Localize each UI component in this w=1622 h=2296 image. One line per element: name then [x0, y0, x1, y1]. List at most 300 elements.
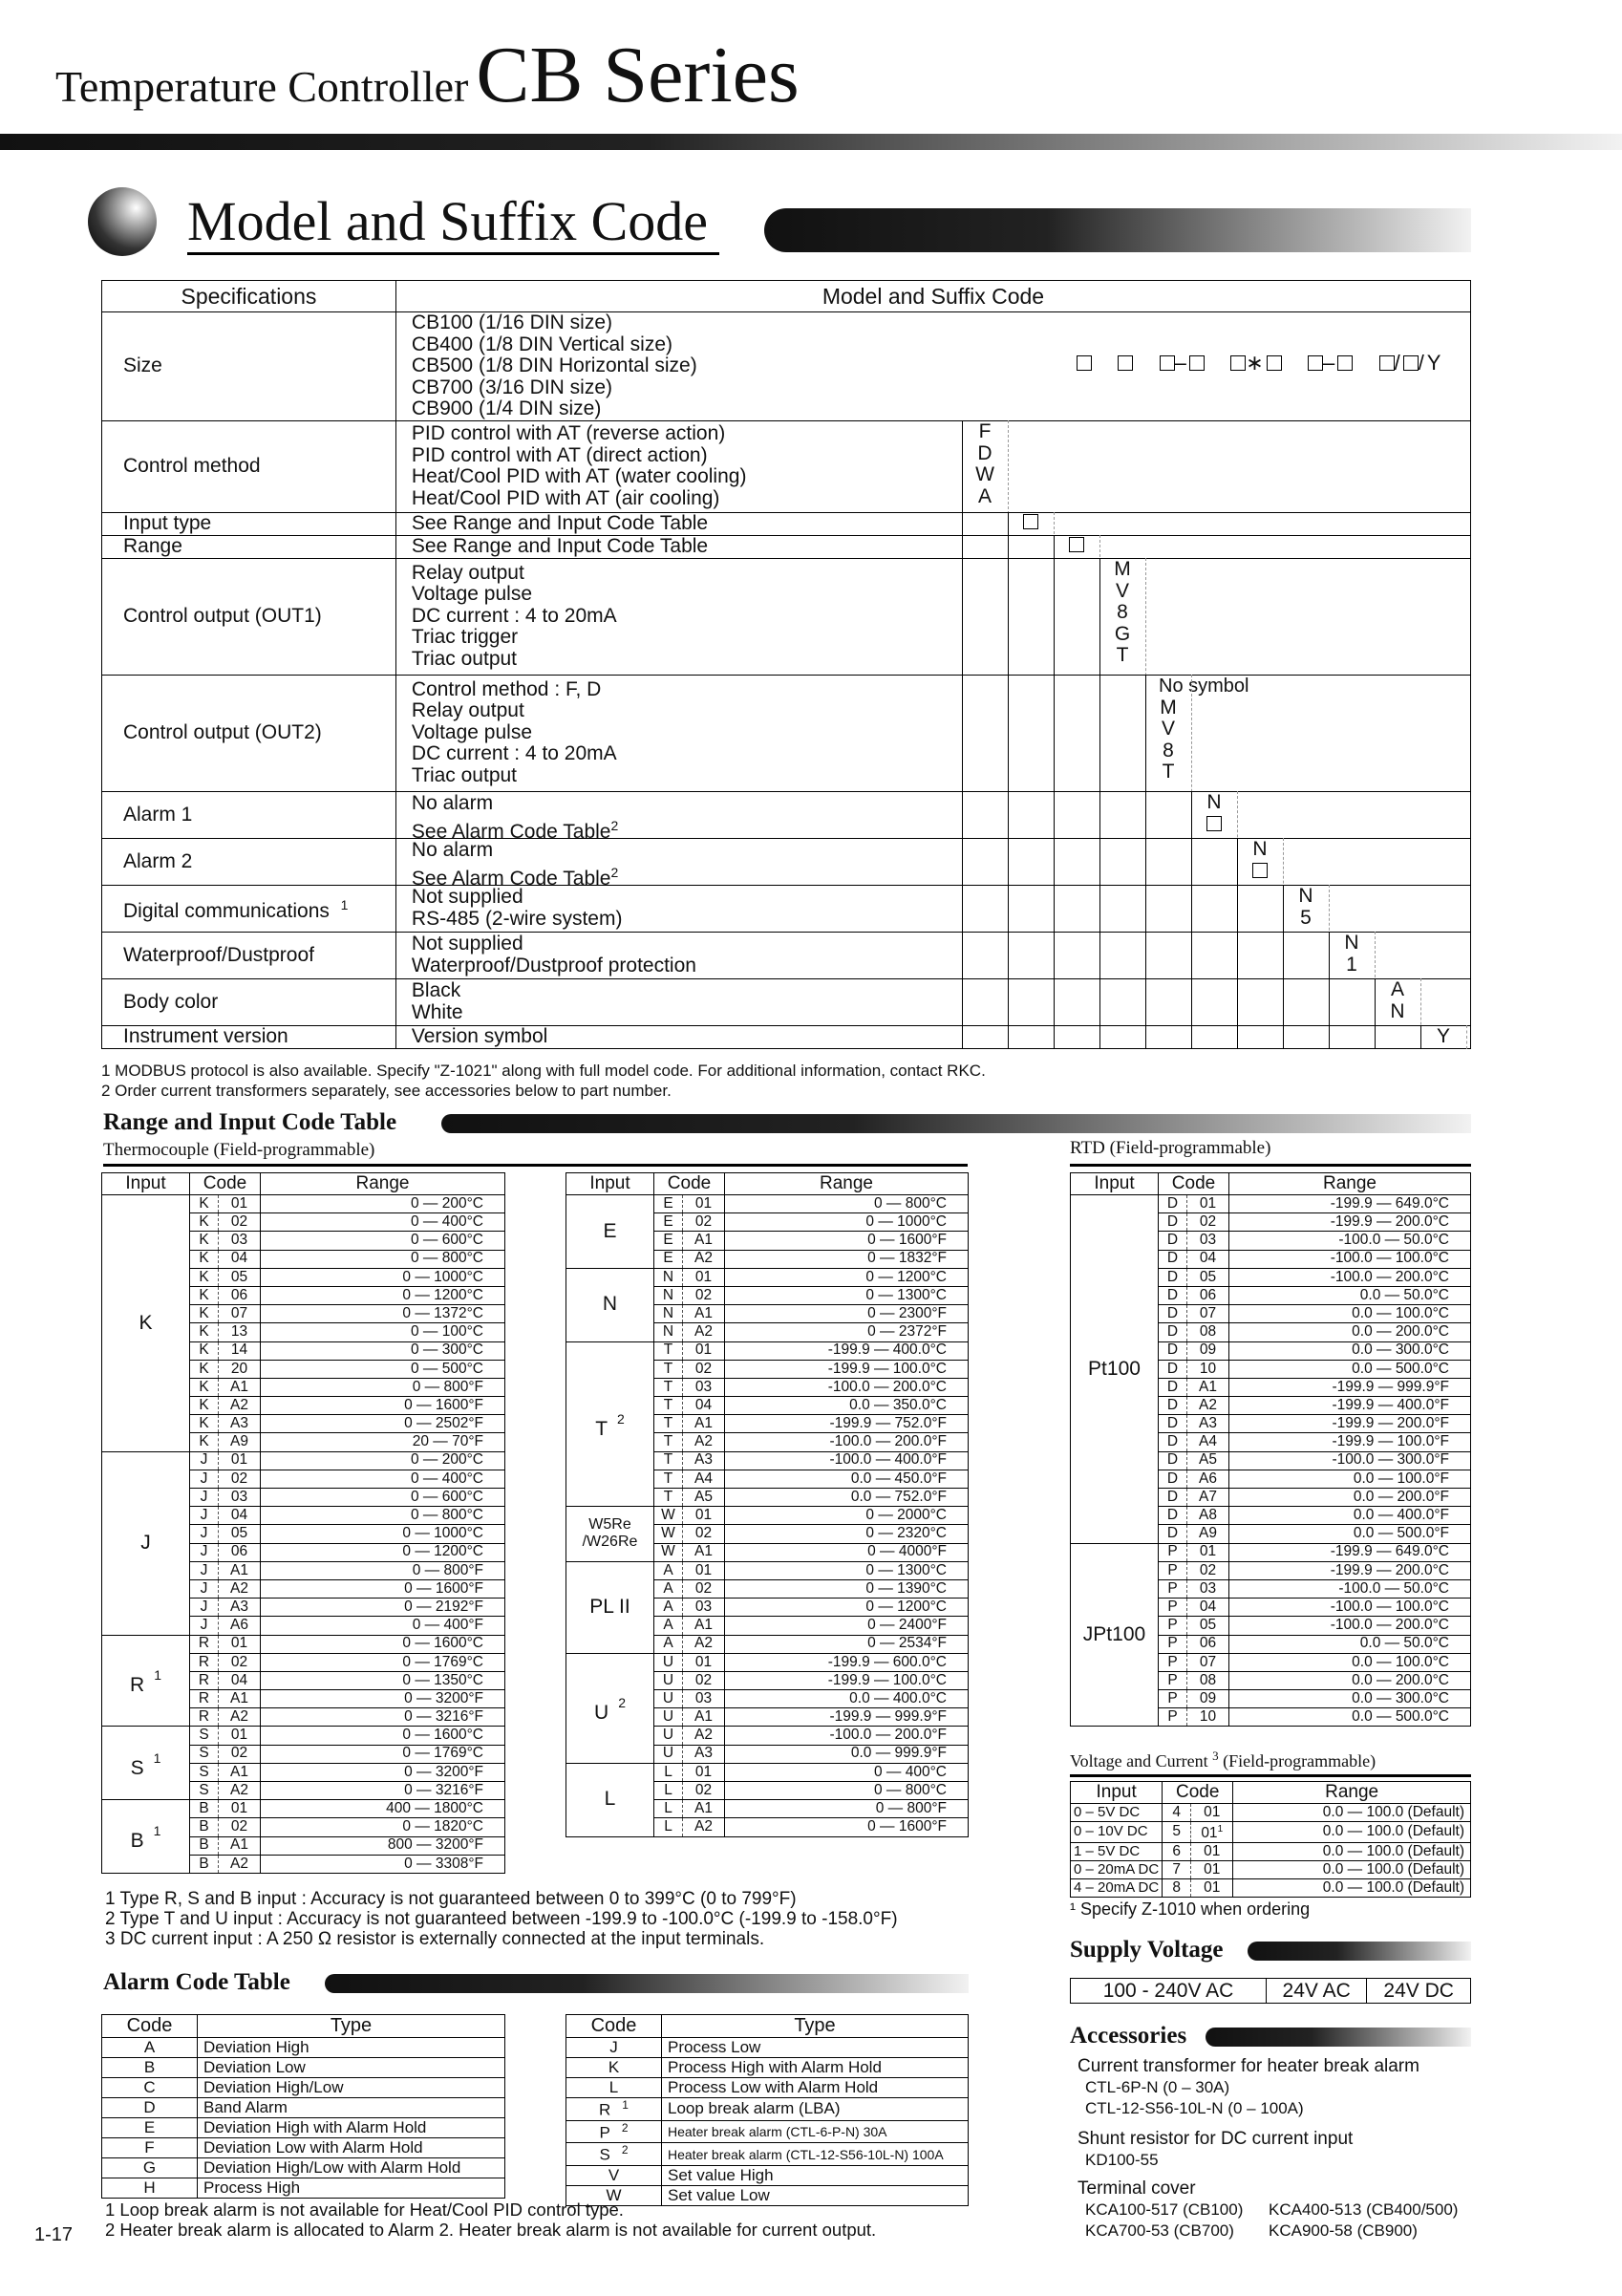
range-value: -100.0 — 100.0°C — [1229, 1599, 1471, 1617]
code-divider — [1237, 838, 1238, 1049]
spec-line: PID control with AT (direct action) — [411, 443, 708, 466]
spec-line: Heat/Cool PID with AT (water cooling) — [411, 465, 747, 487]
code-value: N — [1344, 932, 1359, 954]
code-letter: P — [1159, 1690, 1187, 1708]
code-letter: B — [190, 1800, 219, 1818]
row-specs — [395, 675, 1470, 791]
code-box — [1063, 535, 1090, 557]
code-letter: D — [1159, 1360, 1187, 1378]
code-number: A2 — [683, 1727, 725, 1745]
alarm-type: Process High — [198, 2178, 505, 2199]
range-value: 0 — 600°C — [261, 1489, 505, 1507]
range-value: 0.0 — 50.0°C — [1229, 1635, 1471, 1653]
range-value: 800 — 3200°F — [261, 1836, 505, 1855]
range-value: 0 — 1390°C — [725, 1579, 969, 1598]
supply-title-bar — [1248, 1942, 1471, 1961]
range-value: -199.9 — 100.0°C — [725, 1671, 969, 1689]
col-header: Range — [1233, 1782, 1471, 1804]
code-box — [1017, 512, 1044, 534]
range-value: -199.9 — 649.0°C — [1229, 1543, 1471, 1561]
accessory-group-title: Current transformer for heater break alarm — [1078, 2056, 1419, 2076]
code-letter: J — [190, 1525, 219, 1543]
table-row — [566, 1268, 969, 1286]
spec-line: Not supplied — [411, 933, 523, 955]
code-letter: D — [1159, 1323, 1187, 1341]
range-value: 0.0 — 50.0°C — [1229, 1286, 1471, 1304]
code-letter: P — [1159, 1561, 1187, 1579]
code-letter: D — [1159, 1415, 1187, 1433]
range-title-bar — [441, 1114, 1471, 1133]
range-value: 0 — 3216°F — [261, 1708, 505, 1727]
table-row — [566, 2120, 969, 2143]
code-letter: D — [1159, 1213, 1187, 1232]
vc-note: ¹ Specify Z-1010 when ordering — [1070, 1899, 1311, 1919]
range-value: 0.0 — 500.0°C — [1229, 1708, 1471, 1727]
code-letter: T — [654, 1397, 683, 1415]
range-value: 0.0 — 100.0 (Default) — [1233, 1822, 1471, 1843]
code-number: 03 — [219, 1232, 261, 1250]
code-number: 02 — [683, 1671, 725, 1689]
thermocouple-table-1 — [101, 1172, 505, 1874]
model-notes — [101, 1061, 986, 1101]
code-value: G — [1114, 622, 1131, 645]
code-letter: S — [190, 1763, 219, 1781]
code-letter: D — [1159, 1341, 1187, 1360]
footnote-ref: 1 — [340, 897, 349, 912]
range-value: -199.9 — 600.0°C — [725, 1653, 969, 1671]
alarm-code: G — [102, 2158, 198, 2178]
spec-header: Specifications — [102, 281, 396, 312]
range-value: -100.0 — 300.0°F — [1229, 1451, 1471, 1470]
code-number: A2 — [683, 1433, 725, 1451]
code-letter: K — [190, 1415, 219, 1433]
code-divider — [1375, 978, 1376, 1049]
code-letter: T — [654, 1341, 683, 1360]
range-value: -199.9 — 752.0°F — [725, 1415, 969, 1433]
code-letter: P — [1159, 1635, 1187, 1653]
code-letter: T — [654, 1378, 683, 1396]
code-value: 1 — [1346, 953, 1357, 976]
table-row — [102, 2058, 505, 2078]
range-value: -100.0 — 50.0°C — [1229, 1579, 1471, 1598]
alarm-type: Process Low — [662, 2038, 969, 2058]
table-row — [102, 2118, 505, 2138]
range-value: 0.0 — 999.9°F — [725, 1745, 969, 1763]
spec-line: CB700 (3/16 DIN size) — [411, 376, 612, 398]
accessory-group-title: Terminal cover — [1078, 2178, 1196, 2199]
table-row — [1071, 1879, 1471, 1898]
code-letter: D — [1159, 1250, 1187, 1268]
code-number: A1 — [683, 1708, 725, 1727]
code-letter: N — [654, 1323, 683, 1341]
spec-line: Triac output — [411, 763, 518, 786]
input-type-cell: S $^1$ — [102, 1727, 190, 1800]
alarm-type: Deviation Low — [198, 2058, 505, 2078]
vc-label-text: Voltage and Current — [1070, 1751, 1208, 1770]
range-value: 0 — 1200°C — [261, 1286, 505, 1304]
code-number: A2 — [1187, 1397, 1229, 1415]
alarm-type: Heater break alarm (CTL-6-P-N) 30A — [662, 2120, 969, 2143]
code-letter: N — [654, 1305, 683, 1323]
code-letter: J — [190, 1507, 219, 1525]
range-value: 0.0 — 500.0°F — [1229, 1525, 1471, 1543]
range-value: 0.0 — 100.0 (Default) — [1233, 1804, 1471, 1822]
code-letter: R — [190, 1690, 219, 1708]
alarm-code: H — [102, 2178, 198, 2199]
code-number: 02 — [219, 1213, 261, 1232]
range-value: -199.9 — 200.0°C — [1229, 1561, 1471, 1579]
code-number: 01 — [1191, 1804, 1233, 1822]
range-value: 0.0 — 100.0°C — [1229, 1653, 1471, 1671]
range-value: 0 — 1200°C — [725, 1599, 969, 1617]
alarm-type: Deviation Low with Alarm Hold — [198, 2138, 505, 2158]
spec-line: Voltage pulse — [411, 583, 533, 606]
code-number: 01 — [1187, 1543, 1229, 1561]
table-row — [1071, 1861, 1471, 1879]
code-letter: W — [654, 1543, 683, 1561]
code-number: A3 — [1187, 1415, 1229, 1433]
row-label: Waterproof/Dustproof — [102, 932, 396, 978]
vc-underline — [1070, 1774, 1471, 1777]
code-number: A4 — [1187, 1433, 1229, 1451]
code-divider — [1008, 512, 1009, 1049]
col-header: Code — [566, 2015, 662, 2038]
alarm-type: Process Low with Alarm Hold — [662, 2078, 969, 2098]
code-letter: D — [1159, 1268, 1187, 1286]
code-letter: 6 — [1163, 1842, 1191, 1860]
alarm-code: J — [566, 2038, 662, 2058]
range-value: 0.0 — 200.0°C — [1229, 1671, 1471, 1689]
code-letter: B — [190, 1855, 219, 1873]
alarm-title-bar — [325, 1974, 969, 1993]
code-number: 08 — [1187, 1671, 1229, 1689]
range-value: 0 — 800°C — [261, 1507, 505, 1525]
row-specs — [395, 1025, 1470, 1048]
code-divider — [1420, 1025, 1421, 1049]
code-letter: D — [1159, 1232, 1187, 1250]
section-title: Model and Suffix Code — [187, 191, 719, 255]
header-subtitle: Temperature Controller — [55, 62, 469, 111]
range-value: 0 — 1600°C — [261, 1635, 505, 1653]
row-label: Alarm 2 — [102, 838, 396, 885]
code-letter: J — [190, 1599, 219, 1617]
col-header: Input — [1071, 1173, 1159, 1195]
code-letter: D — [1159, 1525, 1187, 1543]
code-number: A9 — [219, 1433, 261, 1451]
table-row — [566, 1561, 969, 1579]
code-number: A2 — [219, 1708, 261, 1727]
code-number: A2 — [219, 1579, 261, 1598]
range-value: -100.0 — 50.0°C — [1229, 1232, 1471, 1250]
row-label: Range — [102, 535, 396, 558]
table-row — [1071, 1195, 1471, 1213]
code-number: 06 — [1187, 1286, 1229, 1304]
code-letter: K — [190, 1397, 219, 1415]
code-letter: E — [654, 1195, 683, 1213]
table-row — [102, 1800, 505, 1818]
spec-line: CB500 (1/8 DIN Horizontal size) — [411, 354, 697, 376]
rtd-label: RTD (Field-programmable) — [1070, 1138, 1271, 1158]
code-number: 01 — [1191, 1879, 1233, 1898]
range-value: 0 — 2400°F — [725, 1617, 969, 1635]
alarm-code: B — [102, 2058, 198, 2078]
spec-line: White — [411, 1000, 463, 1023]
row-specs — [395, 978, 1470, 1025]
alarm-code: F — [102, 2138, 198, 2158]
spec-line: Version symbol — [411, 1024, 548, 1047]
table-row — [566, 2038, 969, 2058]
code-value: D — [977, 441, 992, 464]
alarm-type: Heater break alarm (CTL-12-S56-10L-N) 100A — [662, 2143, 969, 2166]
header-bar — [0, 134, 1622, 150]
code-divider — [1283, 885, 1284, 1049]
code-letter: D — [1159, 1397, 1187, 1415]
note-line: 2 Heater break alarm is allocated to Alarm 2. Heater break alarm is not available for current output. — [105, 2220, 877, 2240]
spec-line: PID control with AT (reverse action) — [411, 422, 726, 444]
range-value: 0 — 1372°C — [261, 1305, 505, 1323]
page-number: 1-17 — [34, 2224, 74, 2245]
alarm-code: A — [102, 2038, 198, 2058]
size-code: – ∗ – / /Y — [1077, 353, 1444, 377]
table-row — [102, 2178, 505, 2199]
code-letter: B — [190, 1818, 219, 1836]
range-value: 0.0 — 300.0°C — [1229, 1690, 1471, 1708]
accessory-group-title: Shunt resistor for DC current input — [1078, 2129, 1354, 2149]
table-row — [102, 1451, 505, 1470]
input-type-cell: 0 – 5V DC — [1071, 1804, 1163, 1822]
spec-line: See Alarm Code Table — [411, 867, 611, 890]
range-value: 0 — 500°C — [261, 1360, 505, 1378]
code-letter: R — [190, 1653, 219, 1671]
code-letter: P — [1159, 1617, 1187, 1635]
input-type-cell: W5Re /W26Re — [566, 1507, 654, 1562]
spec-line: CB400 (1/8 DIN Vertical size) — [411, 333, 673, 355]
range-value: 0 — 600°C — [261, 1232, 505, 1250]
spec-line: DC current : 4 to 20mA — [411, 604, 617, 627]
range-value: -199.9 — 200.0°C — [1229, 1213, 1471, 1232]
code-number: 03 — [683, 1378, 725, 1396]
code-number: 01 — [219, 1800, 261, 1818]
code-letter: P — [1159, 1653, 1187, 1671]
code-letter: K — [190, 1341, 219, 1360]
code-letter: K — [190, 1268, 219, 1286]
spec-line: CB100 (1/16 DIN size) — [411, 311, 612, 333]
code-number: A1 — [683, 1543, 725, 1561]
code-number: 09 — [1187, 1690, 1229, 1708]
rtd-table — [1070, 1172, 1471, 1727]
col-header: Input — [1071, 1782, 1163, 1804]
row-specs — [395, 420, 1470, 512]
note-line: 1 Type R, S and B input : Accuracy is not guaranteed between 0 to 399°C (0 to 799°F) — [105, 1889, 797, 1909]
spec-line: Waterproof/Dustproof protection — [411, 954, 696, 976]
code-letter: P — [1159, 1579, 1187, 1598]
table-row — [102, 1195, 505, 1213]
range-value: 0 — 800°F — [725, 1800, 969, 1818]
supply-value: 24V DC — [1383, 1979, 1454, 2002]
row-label: Instrument version — [102, 1025, 396, 1048]
range-value: 0.0 — 100.0 (Default) — [1233, 1842, 1471, 1860]
code-number: 07 — [1187, 1653, 1229, 1671]
code-letter: A — [654, 1599, 683, 1617]
row-specs — [395, 312, 1470, 421]
accessory-item: KCA100-517 (CB100) — [1085, 2200, 1244, 2219]
range-value: 0 — 3308°F — [261, 1855, 505, 1873]
spec-line: CB900 (1/4 DIN size) — [411, 397, 602, 419]
input-type-cell: R $^1$ — [102, 1635, 190, 1727]
code-number: 03 — [1187, 1232, 1229, 1250]
range-value: -199.9 — 100.0°C — [725, 1360, 969, 1378]
code-letter: D — [1159, 1433, 1187, 1451]
range-value: 0 — 4000°F — [725, 1543, 969, 1561]
accessory-item: KCA400-513 (CB400/500) — [1269, 2200, 1459, 2219]
code-letter: A — [654, 1579, 683, 1598]
accessory-item: KCA700-53 (CB700) — [1085, 2221, 1234, 2240]
code-value: M — [1114, 558, 1131, 580]
spec-line: RS-485 (2-wire system) — [411, 907, 623, 930]
alarm-code: K — [566, 2058, 662, 2078]
range-value: 0 — 2320°C — [725, 1525, 969, 1543]
range-value: 0 — 2300°F — [725, 1305, 969, 1323]
table-row — [566, 1195, 969, 1213]
supply-value: 100 - 240V AC — [1071, 1979, 1267, 2004]
accessories-title-bar — [1206, 2028, 1471, 2047]
range-value: 0.0 — 200.0°C — [1229, 1323, 1471, 1341]
alarm-code: S $^2$ — [566, 2143, 662, 2166]
code-number: A1 — [219, 1763, 261, 1781]
code-divider — [1099, 558, 1100, 1049]
code-number: A2 — [219, 1855, 261, 1873]
alarm-table-left — [101, 2014, 505, 2199]
code-letter: U — [654, 1727, 683, 1745]
code-letter: P — [1159, 1708, 1187, 1727]
range-value: 0 — 2534°F — [725, 1635, 969, 1653]
code-letter: U — [654, 1708, 683, 1727]
code-number: A1 — [219, 1561, 261, 1579]
code-letter: T — [654, 1415, 683, 1433]
range-value: 0 — 400°C — [261, 1470, 505, 1488]
supply-title: Supply Voltage — [1070, 1937, 1224, 1963]
code-number: 02 — [219, 1745, 261, 1763]
input-type-cell: JPt100 — [1071, 1543, 1159, 1727]
code-number: 02 — [219, 1653, 261, 1671]
input-type-cell: B $^1$ — [102, 1800, 190, 1874]
table-row — [1071, 1543, 1471, 1561]
code-letter: A — [654, 1635, 683, 1653]
code-number: A1 — [219, 1690, 261, 1708]
alarm-code: W — [566, 2185, 662, 2205]
code-number: 01 — [683, 1507, 725, 1525]
col-header: Type — [198, 2015, 505, 2038]
code-letter: W — [654, 1525, 683, 1543]
alarm-type: Loop break alarm (LBA) — [662, 2098, 969, 2121]
accessory-item: CTL-6P-N (0 – 30A) — [1085, 2078, 1230, 2096]
code-number: 02 — [683, 1782, 725, 1800]
code-letter: K — [190, 1195, 219, 1213]
col-header: Code — [654, 1173, 725, 1195]
range-section-title: Range and Input Code Table — [103, 1109, 397, 1135]
row-specs — [395, 535, 1470, 558]
table-row — [102, 2098, 505, 2118]
rtd-underline — [1070, 1164, 1471, 1167]
table-row — [566, 2143, 969, 2166]
spec-line: See Range and Input Code Table — [411, 534, 709, 557]
range-value: 0.0 — 400.0°C — [725, 1690, 969, 1708]
row-label: Control output (OUT1) — [102, 558, 396, 675]
alarm-table-right — [566, 2014, 969, 2206]
range-value: 0 — 100°C — [261, 1323, 505, 1341]
code-number: A2 — [219, 1782, 261, 1800]
code-number: 05 — [1187, 1268, 1229, 1286]
range-value: 0 — 1200°C — [725, 1268, 969, 1286]
range-value: 0 — 1600°F — [261, 1579, 505, 1598]
row-specs — [395, 932, 1470, 978]
code-letter: R — [190, 1708, 219, 1727]
range-value: 0 — 3200°F — [261, 1763, 505, 1781]
range-value: 0 — 1600°F — [261, 1397, 505, 1415]
supply-value: 24V AC — [1267, 1979, 1367, 2004]
code-letter: D — [1159, 1451, 1187, 1470]
code-number: 01 — [683, 1561, 725, 1579]
range-value: 0 — 1300°C — [725, 1561, 969, 1579]
code-number: A5 — [683, 1489, 725, 1507]
alarm-section-title: Alarm Code Table — [103, 1969, 290, 1995]
code-letter: P — [1159, 1671, 1187, 1689]
alarm-type: Deviation High — [198, 2038, 505, 2058]
col-header: Range — [261, 1173, 505, 1195]
code-header: Model and Suffix Code — [395, 281, 1470, 312]
range-notes — [105, 1889, 898, 1949]
code-value: V — [1115, 579, 1129, 602]
alarm-type: Band Alarm — [198, 2098, 505, 2118]
code-number: 04 — [219, 1250, 261, 1268]
code-number: 09 — [1187, 1341, 1229, 1360]
spec-line: Voltage pulse — [411, 720, 533, 743]
code-value: No symbol — [1159, 676, 1249, 697]
code-number: 02 — [1187, 1213, 1229, 1232]
code-number: 10 — [1187, 1360, 1229, 1378]
code-number: 08 — [1187, 1323, 1229, 1341]
code-letter: 4 — [1163, 1804, 1191, 1822]
code-number: 01 — [1187, 1195, 1229, 1213]
code-number: 04 — [219, 1671, 261, 1689]
alarm-type: Set value Low — [662, 2185, 969, 2205]
code-number: 06 — [219, 1286, 261, 1304]
spec-line: Black — [411, 979, 461, 1001]
code-number: 03 — [1187, 1579, 1229, 1598]
code-value: N — [1206, 791, 1222, 813]
code-letter: D — [1159, 1286, 1187, 1304]
range-value: 0 — 1000°C — [261, 1268, 505, 1286]
code-number: 02 — [683, 1525, 725, 1543]
code-number: A5 — [1187, 1451, 1229, 1470]
code-number: A2 — [683, 1250, 725, 1268]
code-letter: L — [654, 1763, 683, 1781]
range-value: 0.0 — 100.0 (Default) — [1233, 1879, 1471, 1898]
code-letter: P — [1159, 1599, 1187, 1617]
code-number: 03 — [219, 1489, 261, 1507]
range-value: 0 — 1350°C — [261, 1671, 505, 1689]
alarm-type: Process High with Alarm Hold — [662, 2058, 969, 2078]
range-value: 0 — 400°C — [261, 1213, 505, 1232]
range-value: -100.0 — 100.0°C — [1229, 1250, 1471, 1268]
code-number: A1 — [683, 1617, 725, 1635]
input-type-cell: 0 – 10V DC — [1071, 1822, 1163, 1843]
code-letter: P — [1159, 1543, 1187, 1561]
code-letter: R — [190, 1671, 219, 1689]
code-number: 01 — [683, 1268, 725, 1286]
code-letter: K — [190, 1213, 219, 1232]
range-value: 0 — 1600°F — [725, 1232, 969, 1250]
